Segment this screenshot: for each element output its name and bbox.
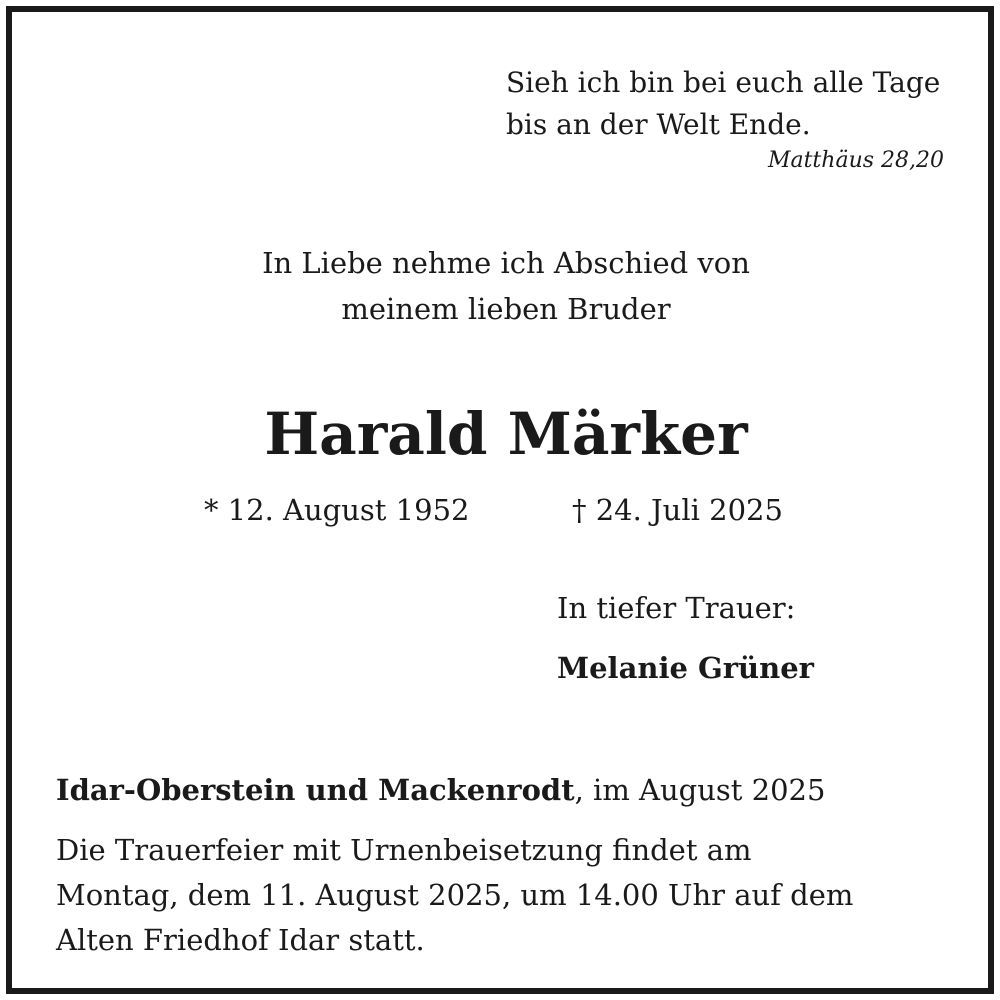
verse-line-2: bis an der Welt Ende. <box>506 108 811 141</box>
ceremony-line-3: Alten Friedhof Idar statt. <box>56 923 425 957</box>
intro-line-1: In Liebe nehme ich Abschied von <box>262 246 750 280</box>
place-and-date <box>56 768 825 812</box>
bible-verse <box>506 62 966 146</box>
verse-reference: Matthäus 28,20 <box>767 148 944 173</box>
ceremony-line-2: Montag, dem 11. August 2025, um 14.00 Uhr auf dem <box>56 878 854 912</box>
place-date: , im August 2025 <box>574 773 826 807</box>
ceremony-line-1: Die Trauerfeier mit Urnenbeisetzung findet am <box>56 833 752 867</box>
death-date: † 24. Juli 2025 <box>572 493 783 527</box>
farewell-intro <box>12 240 1000 332</box>
place-location: Idar-Oberstein und Mackenrodt <box>56 773 575 807</box>
obituary-frame <box>6 6 994 994</box>
intro-line-2: meinem lieben Bruder <box>341 292 671 326</box>
birth-date: * 12. August 1952 <box>204 493 470 527</box>
mourning-label: In tiefer Trauer: <box>557 591 796 625</box>
mourner-name: Melanie Grüner <box>557 651 814 685</box>
verse-line-1: Sieh ich bin bei euch alle Tage <box>506 66 941 99</box>
deceased-name: Harald Märker <box>264 400 748 468</box>
ceremony-notice <box>56 828 976 963</box>
